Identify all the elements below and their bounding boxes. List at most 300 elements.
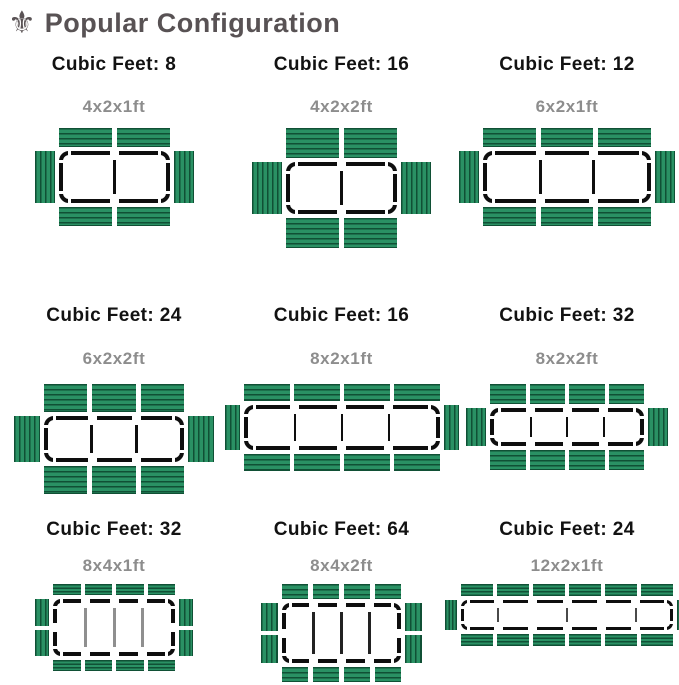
bed-panel-horizontal <box>641 584 673 596</box>
frame-gap <box>179 450 184 453</box>
frame-gap <box>170 646 175 649</box>
bed-panel-horizontal <box>605 584 637 596</box>
frame-gap <box>132 415 141 421</box>
configuration-cell <box>455 510 679 685</box>
left-panels <box>261 603 278 663</box>
frame-divider <box>566 608 568 622</box>
bed-panel-horizontal <box>344 218 397 248</box>
bed-panel-horizontal <box>641 634 673 646</box>
bed-panel-vertical <box>252 162 282 214</box>
bed-panel-horizontal <box>569 634 601 646</box>
bed-panel-vertical <box>179 599 193 626</box>
bed-panel-horizontal <box>569 584 601 596</box>
bed-diagram <box>35 128 194 226</box>
bed-panel-horizontal <box>59 128 112 147</box>
frame-gap <box>428 445 431 450</box>
right-panels <box>648 408 668 446</box>
bed-diagram <box>35 584 193 671</box>
diagram-middle <box>225 405 459 450</box>
bed-frame <box>461 600 673 630</box>
frame-gap <box>631 626 640 631</box>
bed-panel-vertical <box>459 151 479 203</box>
diagram-middle <box>466 408 668 446</box>
bed-frame <box>282 603 401 663</box>
cubic-feet-label: Cubic Feet: 16 <box>273 54 410 75</box>
bed-panel-horizontal <box>244 384 290 401</box>
bed-panel-horizontal <box>92 384 135 412</box>
bed-panel-horizontal <box>541 207 594 226</box>
bed-diagram <box>466 384 668 470</box>
page-header <box>0 0 679 47</box>
frame-gap <box>494 626 503 631</box>
cubic-feet-label: Cubic Feet: 12 <box>499 54 635 75</box>
bed-panel-horizontal <box>598 128 651 147</box>
frame-gap <box>68 198 71 203</box>
bed-panel-horizontal <box>375 667 401 682</box>
frame-gap <box>669 606 673 609</box>
frame-divider <box>388 414 390 441</box>
frame-gap <box>494 599 503 604</box>
frame-divider <box>368 612 371 654</box>
top-panels <box>282 584 401 599</box>
frame-gap <box>52 623 58 632</box>
frame-gap <box>646 160 651 163</box>
top-panels <box>286 128 397 158</box>
frame-gap <box>286 171 291 174</box>
frame-divider <box>141 608 144 647</box>
frame-gap <box>290 404 299 410</box>
frame-gap <box>384 445 393 451</box>
frame-gap <box>563 407 572 413</box>
bed-panel-horizontal <box>141 466 184 494</box>
frame-divider <box>497 608 499 622</box>
bed-panel-horizontal <box>117 128 170 147</box>
left-panels <box>459 151 479 203</box>
frame-gap <box>337 404 346 410</box>
cubic-feet-label: Cubic Feet: 8 <box>51 54 177 75</box>
frame-gap <box>597 626 606 631</box>
dimension-label: 8x4x1ft <box>82 556 146 575</box>
frame-gap <box>528 626 537 631</box>
dimension-label: 8x2x2ft <box>535 349 599 368</box>
frame-gap <box>59 160 64 163</box>
top-panels <box>244 384 440 401</box>
frame-divider <box>113 608 116 647</box>
top-panels <box>483 128 651 147</box>
frame-gap <box>639 416 644 419</box>
frame-gap <box>138 598 147 604</box>
bed-frame <box>53 599 175 656</box>
bed-panel-horizontal <box>313 584 339 599</box>
frame-divider <box>135 425 138 453</box>
frame-gap <box>158 198 161 203</box>
frame-gap <box>633 408 636 413</box>
frame-gap <box>59 191 64 194</box>
bed-diagram <box>225 384 459 471</box>
frame-divider <box>635 608 637 622</box>
cubic-feet-label: Cubic Feet: 24 <box>499 519 635 540</box>
frame-gap <box>385 162 388 167</box>
frame-gap <box>563 626 572 631</box>
bed-panel-vertical <box>655 151 675 203</box>
frame-gap <box>295 209 298 214</box>
frame-gap <box>81 651 90 657</box>
bed-panel-horizontal <box>148 660 176 671</box>
bed-panel-horizontal <box>569 450 605 470</box>
configuration-cell <box>0 292 228 510</box>
bed-panel-horizontal <box>85 584 113 595</box>
frame-gap <box>337 658 346 664</box>
bed-panel-horizontal <box>344 667 370 682</box>
frame-gap <box>396 610 401 613</box>
configuration-cell <box>228 292 455 510</box>
diagram-middle <box>261 603 422 663</box>
bed-frame <box>286 162 397 214</box>
frame-divider <box>340 171 343 205</box>
frame-gap <box>110 150 119 156</box>
frame-gap <box>599 407 608 413</box>
frame-divider <box>341 414 343 441</box>
frame-gap <box>165 191 170 194</box>
frame-divider <box>312 612 315 654</box>
frame-gap <box>290 445 299 451</box>
configuration-cell <box>455 47 679 292</box>
bed-panel-vertical <box>261 603 278 631</box>
bottom-panels <box>244 454 440 471</box>
frame-gap <box>467 600 470 604</box>
frame-gap <box>498 408 501 413</box>
bottom-panels <box>461 634 673 646</box>
frame-gap <box>563 441 572 447</box>
bed-diagram <box>252 128 431 248</box>
frame-gap <box>88 457 97 463</box>
frame-gap <box>664 626 667 630</box>
frame-gap <box>528 599 537 604</box>
dimension-label: 4x2x1ft <box>82 97 146 116</box>
bed-panel-horizontal <box>609 384 645 404</box>
frame-gap <box>309 658 318 664</box>
frame-gap <box>563 599 572 604</box>
frame-gap <box>253 445 256 450</box>
frame-gap <box>244 414 249 417</box>
frame-gap <box>483 191 488 194</box>
frame-gap <box>172 457 175 462</box>
top-panels <box>53 584 175 595</box>
frame-gap <box>60 599 63 604</box>
frame-gap <box>526 441 535 447</box>
frame-gap <box>435 414 440 417</box>
frame-gap <box>589 198 598 204</box>
bed-panel-horizontal <box>344 128 397 158</box>
bottom-panels <box>490 450 644 470</box>
bed-panel-horizontal <box>286 128 339 158</box>
bed-panel-vertical <box>405 603 422 631</box>
dimension-label: 6x2x2ft <box>82 349 146 368</box>
frame-gap <box>110 598 119 604</box>
frame-gap <box>170 606 175 609</box>
frame-divider <box>539 160 542 194</box>
frame-gap <box>589 150 598 156</box>
diagram-middle <box>459 151 675 203</box>
frame-gap <box>384 404 393 410</box>
dimension-label: 6x2x1ft <box>535 97 599 116</box>
frame-gap <box>44 450 49 453</box>
configuration-grid <box>0 47 679 685</box>
configuration-cell <box>0 47 228 292</box>
frame-gap <box>165 160 170 163</box>
frame-gap <box>599 441 608 447</box>
bed-diagram <box>261 584 422 682</box>
frame-divider <box>340 612 343 654</box>
bed-panel-vertical <box>188 416 214 462</box>
bottom-panels <box>53 660 175 671</box>
frame-gap <box>396 629 402 638</box>
bed-panel-horizontal <box>461 584 493 596</box>
bed-panel-horizontal <box>141 384 184 412</box>
bed-panel-vertical <box>225 405 240 450</box>
bed-panel-horizontal <box>497 584 529 596</box>
frame-gap <box>172 416 175 421</box>
frame-gap <box>365 602 374 608</box>
bed-panel-horizontal <box>53 584 81 595</box>
frame-gap <box>492 151 495 156</box>
dimension-label: 8x4x2ft <box>310 556 373 575</box>
frame-gap <box>526 407 535 413</box>
bed-panel-vertical <box>35 599 49 626</box>
frame-gap <box>664 600 667 604</box>
dimension-label: 8x2x1ft <box>310 349 373 368</box>
bed-panel-horizontal <box>53 660 81 671</box>
frame-gap <box>597 599 606 604</box>
frame-gap <box>392 171 397 174</box>
right-panels <box>405 603 422 663</box>
frame-gap <box>44 425 49 428</box>
right-panels <box>188 416 214 462</box>
bed-panel-horizontal <box>313 667 339 682</box>
dimension-label: 12x2x1ft <box>530 556 604 575</box>
bed-panel-vertical <box>14 416 40 462</box>
frame-gap <box>396 653 401 656</box>
frame-gap <box>158 151 161 156</box>
bed-panel-horizontal <box>44 384 87 412</box>
bed-panel-horizontal <box>569 384 605 404</box>
frame-gap <box>110 198 119 204</box>
frame-gap <box>646 191 651 194</box>
bed-frame <box>483 151 651 203</box>
bed-panel-horizontal <box>533 634 565 646</box>
bed-panel-horizontal <box>92 466 135 494</box>
bed-panel-horizontal <box>116 584 144 595</box>
frame-divider <box>113 160 116 194</box>
diagram-middle <box>35 599 193 656</box>
bed-panel-horizontal <box>483 128 536 147</box>
diagram-middle <box>35 151 194 203</box>
frame-gap <box>490 435 495 438</box>
bed-panel-horizontal <box>294 454 340 471</box>
configuration-cell <box>228 510 455 685</box>
frame-gap <box>669 621 673 624</box>
frame-gap <box>309 602 318 608</box>
frame-gap <box>483 160 488 163</box>
frame-gap <box>170 623 176 632</box>
bed-frame <box>44 416 184 462</box>
bed-panel-horizontal <box>282 667 308 682</box>
frame-divider <box>84 608 87 647</box>
frame-gap <box>639 435 644 438</box>
bed-panel-vertical <box>405 635 422 663</box>
frame-gap <box>132 457 141 463</box>
left-panels <box>14 416 40 462</box>
frame-gap <box>244 438 249 441</box>
frame-gap <box>68 151 71 156</box>
frame-gap <box>633 441 636 446</box>
frame-divider <box>530 417 532 437</box>
frame-gap <box>60 651 63 656</box>
frame-gap <box>295 162 298 167</box>
bed-panel-horizontal <box>59 207 112 226</box>
bed-panel-vertical <box>35 630 49 657</box>
bed-frame <box>59 151 170 203</box>
bed-panel-vertical <box>648 408 668 446</box>
configuration-cell <box>228 47 455 292</box>
frame-gap <box>289 603 292 608</box>
frame-gap <box>392 202 397 205</box>
frame-gap <box>53 457 56 462</box>
frame-gap <box>110 651 119 657</box>
bed-panel-horizontal <box>294 384 340 401</box>
frame-gap <box>289 658 292 663</box>
bed-diagram <box>14 384 214 494</box>
left-panels <box>252 162 282 214</box>
frame-gap <box>391 603 394 608</box>
bed-frame <box>490 408 644 446</box>
frame-gap <box>138 651 147 657</box>
frame-divider <box>592 160 595 194</box>
bed-panel-horizontal <box>375 584 401 599</box>
right-panels <box>401 162 431 214</box>
frame-gap <box>639 151 642 156</box>
frame-gap <box>490 416 495 419</box>
frame-gap <box>428 405 431 410</box>
bed-panel-horizontal <box>116 660 144 671</box>
bed-panel-horizontal <box>394 384 440 401</box>
bottom-panels <box>483 207 651 226</box>
frame-gap <box>391 658 394 663</box>
bed-panel-horizontal <box>490 450 526 470</box>
bed-panel-horizontal <box>461 634 493 646</box>
frame-gap <box>461 621 465 624</box>
top-panels <box>490 384 644 404</box>
frame-gap <box>365 658 374 664</box>
frame-gap <box>253 405 256 410</box>
dimension-label: 4x2x2ft <box>310 97 373 116</box>
bed-diagram <box>459 128 675 226</box>
diagram-middle <box>14 416 214 462</box>
cubic-feet-label: Cubic Feet: 24 <box>46 305 182 326</box>
top-panels <box>44 384 184 412</box>
bed-panel-horizontal <box>148 584 176 595</box>
bed-panel-horizontal <box>533 584 565 596</box>
fleur-de-lis-icon: ⚜ <box>8 5 36 40</box>
frame-divider <box>566 417 568 437</box>
bed-panel-vertical <box>35 151 55 203</box>
top-panels <box>461 584 673 596</box>
frame-gap <box>337 445 346 451</box>
cubic-feet-label: Cubic Feet: 32 <box>499 305 635 326</box>
frame-gap <box>282 653 287 656</box>
frame-divider <box>603 417 605 437</box>
bed-panel-horizontal <box>344 584 370 599</box>
bed-panel-horizontal <box>598 207 651 226</box>
frame-gap <box>536 198 545 204</box>
bed-panel-horizontal <box>244 454 290 471</box>
right-panels <box>179 599 193 656</box>
frame-gap <box>639 198 642 203</box>
bed-panel-horizontal <box>541 128 594 147</box>
frame-gap <box>165 599 168 604</box>
cubic-feet-label: Cubic Feet: 16 <box>273 305 410 326</box>
frame-gap <box>461 606 465 609</box>
bed-panel-horizontal <box>282 584 308 599</box>
bed-panel-horizontal <box>44 466 87 494</box>
frame-gap <box>286 202 291 205</box>
frame-divider <box>90 425 93 453</box>
bottom-panels <box>286 218 397 248</box>
frame-gap <box>337 209 346 215</box>
diagram-middle <box>252 162 431 214</box>
frame-gap <box>337 161 346 167</box>
frame-gap <box>53 646 58 649</box>
frame-gap <box>536 150 545 156</box>
frame-gap <box>467 626 470 630</box>
frame-divider <box>294 414 296 441</box>
frame-gap <box>498 441 501 446</box>
configuration-cell <box>455 292 679 510</box>
frame-gap <box>81 598 90 604</box>
bottom-panels <box>44 466 184 494</box>
frame-gap <box>435 438 440 441</box>
bed-diagram <box>445 584 679 646</box>
right-panels <box>174 151 194 203</box>
bed-panel-horizontal <box>394 454 440 471</box>
left-panels <box>466 408 486 446</box>
bed-panel-horizontal <box>605 634 637 646</box>
bed-panel-horizontal <box>286 218 339 248</box>
bed-panel-horizontal <box>530 450 566 470</box>
frame-gap <box>631 599 640 604</box>
frame-gap <box>53 416 56 421</box>
frame-gap <box>492 198 495 203</box>
frame-gap <box>337 602 346 608</box>
bed-panel-horizontal <box>344 384 390 401</box>
bed-panel-horizontal <box>117 207 170 226</box>
left-panels <box>225 405 240 450</box>
left-panels <box>35 599 49 656</box>
left-panels <box>35 151 55 203</box>
left-panels <box>445 600 457 630</box>
bed-frame <box>244 405 440 450</box>
frame-gap <box>179 425 184 428</box>
bed-panel-vertical <box>401 162 431 214</box>
bed-panel-vertical <box>179 630 193 657</box>
bed-panel-vertical <box>445 600 457 630</box>
bed-panel-horizontal <box>85 660 113 671</box>
top-panels <box>59 128 170 147</box>
frame-gap <box>282 610 287 613</box>
bed-panel-horizontal <box>609 450 645 470</box>
bottom-panels <box>282 667 401 682</box>
frame-gap <box>53 606 58 609</box>
